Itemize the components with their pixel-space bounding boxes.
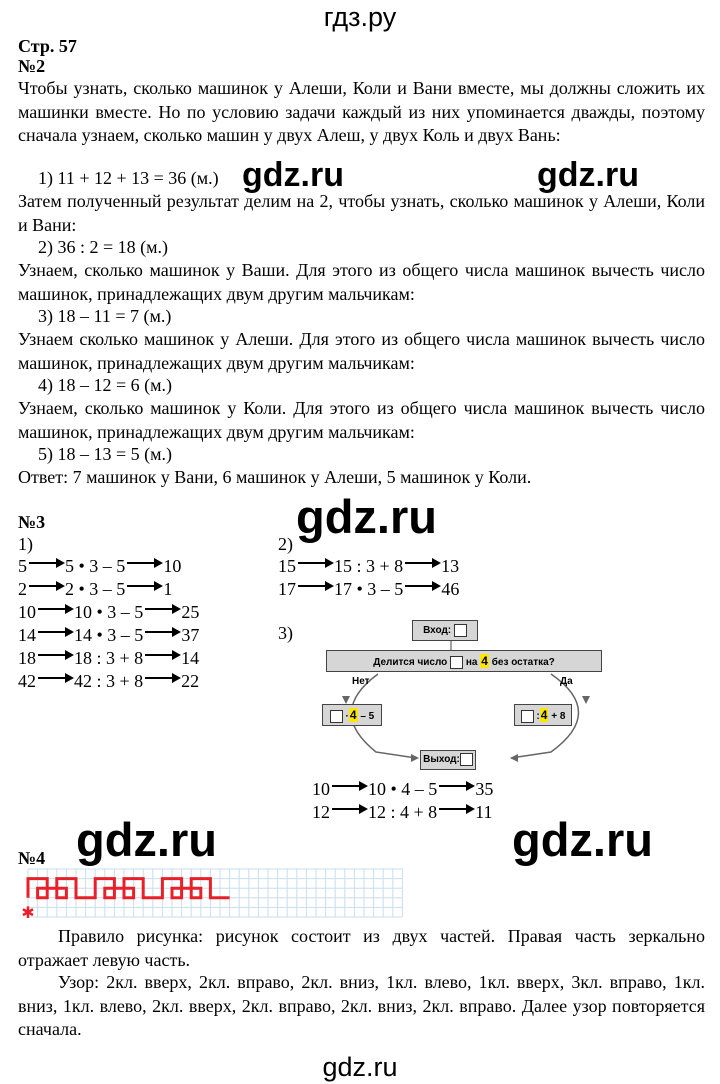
- empty-square-icon: [460, 753, 473, 766]
- arrow-icon: [145, 654, 179, 656]
- task2-step1: 1) 11 + 12 + 13 = 36 (м.): [38, 168, 219, 188]
- watermark: gdz.ru: [512, 813, 653, 866]
- chain-output: 46: [441, 579, 460, 599]
- arrow-icon: [145, 608, 179, 610]
- chain-expr: 10 • 4 – 5: [368, 779, 438, 799]
- empty-square-icon: [521, 710, 534, 723]
- arrow-icon: [127, 562, 161, 564]
- chain-output: 25: [181, 602, 200, 622]
- chain-output: 10: [163, 556, 182, 576]
- task2-answer: Ответ: 7 машинок у Вани, 6 машинок у Алеши, 5 машинок у Коли.: [18, 467, 532, 487]
- chain-row: [18, 601, 199, 624]
- chain-row: [278, 578, 459, 601]
- chain-output: 22: [181, 671, 200, 691]
- watermark: gdz.ru: [296, 490, 437, 543]
- task2-step2: 2) 36 : 2 = 18 (м.): [38, 237, 169, 257]
- diagram-input-label: Вход:: [423, 625, 452, 636]
- arrow-icon: [332, 808, 366, 810]
- task3-part1-list: [18, 555, 199, 693]
- task2-text5: Узнаем, сколько машинок у Коли. Для этого из общего числа машинок вычесть число машинок, принадлежащих двум другим мальчикам:: [18, 398, 705, 442]
- arrow-icon: [38, 654, 72, 656]
- task3-part1-label: 1): [18, 534, 33, 554]
- arrow-icon: [332, 785, 366, 787]
- task2-step3: 3) 18 – 11 = 7 (м.): [38, 306, 172, 326]
- page-title: Стр. 57: [18, 36, 77, 56]
- chain-row: [18, 578, 199, 601]
- task3-heading: №3: [18, 512, 46, 532]
- task2-text4: Узнаем сколько машинок у Алеши. Для этого из общего числа машинок вычесть число машинок, принадлежащих двум другим мальчикам:: [18, 329, 705, 373]
- grid-lines: [28, 869, 402, 917]
- chain-input: 2: [18, 579, 27, 599]
- chain-expr: 10 • 3 – 5: [74, 602, 144, 622]
- site-footer: gdz.ru: [322, 1052, 398, 1082]
- op-symbol: :: [536, 711, 540, 722]
- task3-part2-label: 2): [278, 534, 293, 554]
- task4-pattern: Узор: 2кл. вверх, 2кл. вправо, 2кл. вниз, 1кл. влево, 1кл. вверх, 3кл. вправо, 1кл. вниз, 1кл. влево, 2кл. вверх, 2кл. вправо, 2кл. вниз, 2кл. вправо. Далее узор повторяется сначала.: [18, 972, 705, 1039]
- op-symbol: – 5: [360, 711, 375, 722]
- empty-square-icon: [330, 710, 343, 723]
- diagram-right-op-box: [514, 704, 572, 726]
- chain-output: 11: [475, 802, 493, 822]
- diagram-question-box: [326, 650, 602, 672]
- op-number: 4: [540, 708, 548, 722]
- chain-row: [312, 778, 493, 801]
- chain-expr: 5 • 3 – 5: [65, 556, 126, 576]
- chain-input: 42: [18, 671, 36, 691]
- arrow-icon: [127, 585, 161, 587]
- arrow-icon: [439, 808, 473, 810]
- question-text: на: [465, 657, 478, 668]
- chain-output: 14: [181, 648, 200, 668]
- empty-square-icon: [454, 624, 467, 637]
- task3-part3-list: [312, 778, 493, 824]
- diagram-output-label: Выход:: [423, 754, 460, 765]
- arrow-icon: [298, 585, 332, 587]
- chain-row: [18, 647, 199, 670]
- diagram-output-box: [420, 750, 476, 770]
- chain-output: 1: [163, 579, 173, 599]
- chain-input: 17: [278, 579, 296, 599]
- grid-pattern: [18, 866, 408, 920]
- chain-input: 12: [312, 802, 330, 822]
- task3-part2-list: [278, 555, 459, 601]
- task4-rule: Правило рисунка: рисунок состоит из двух частей. Правая часть зеркально отражает левую часть.: [18, 926, 705, 970]
- arrow-icon: [405, 585, 439, 587]
- arrow-icon: [145, 677, 179, 679]
- arrow-icon: [439, 785, 473, 787]
- chain-expr: 2 • 3 – 5: [65, 579, 126, 599]
- arrow-icon: [29, 562, 63, 564]
- diagram-left-op-box: [322, 704, 382, 726]
- task2-text2: Затем полученный результат делим на 2, чтобы узнать, сколько машинок у Алеши, Коли и Вани:: [18, 191, 705, 235]
- arrow-icon: [38, 608, 72, 610]
- chain-output: 37: [181, 625, 200, 645]
- chain-expr: 14 • 3 – 5: [74, 625, 144, 645]
- arrow-icon: [298, 562, 332, 564]
- empty-square-icon: [450, 656, 463, 669]
- chain-input: 18: [18, 648, 36, 668]
- site-header: гдз.ру: [323, 2, 397, 32]
- chain-expr: 15 : 3 + 8: [334, 556, 404, 576]
- chain-input: 10: [312, 779, 330, 799]
- question-divisor: 4: [481, 654, 488, 668]
- chain-expr: 42 : 3 + 8: [74, 671, 144, 691]
- chain-input: 14: [18, 625, 36, 645]
- chain-output: 13: [441, 556, 460, 576]
- task2-step5: 5) 18 – 13 = 5 (м.): [38, 444, 173, 464]
- arrow-icon: [145, 631, 179, 633]
- task2-text3: Узнаем, сколько машинок у Ваши. Для этого из общего числа машинок вычесть число машинок, принадлежащих двум другим мальчикам:: [18, 260, 705, 304]
- arrow-icon: [405, 562, 439, 564]
- watermark: gdz.ru: [537, 156, 639, 194]
- arrow-icon: [29, 585, 63, 587]
- arrow-icon: [38, 677, 72, 679]
- chain-row: [18, 624, 199, 647]
- watermark: gdz.ru: [76, 813, 217, 866]
- chain-expr: 18 : 3 + 8: [74, 648, 144, 668]
- watermark: gdz.ru: [242, 156, 344, 194]
- chain-row: [18, 670, 199, 693]
- task2-heading: №2: [18, 56, 46, 76]
- chain-expr: 12 : 4 + 8: [368, 802, 438, 822]
- chain-input: 10: [18, 602, 36, 622]
- arrow-icon: [38, 631, 72, 633]
- chain-row: [312, 801, 493, 824]
- diagram-yes-label: Да: [560, 676, 573, 687]
- start-star-icon: ✱: [21, 903, 35, 920]
- diagram-no-label: Нет: [352, 676, 370, 687]
- chain-expr: 17 • 3 – 5: [334, 579, 404, 599]
- diagram-input-box: [412, 620, 478, 641]
- op-symbol: + 8: [551, 711, 566, 722]
- task2-step4: 4) 18 – 12 = 6 (м.): [38, 375, 173, 395]
- chain-input: 5: [18, 556, 27, 576]
- op-symbol: ·: [345, 711, 349, 722]
- question-text: без остатка?: [491, 657, 555, 668]
- pattern-line: [28, 879, 230, 898]
- task2-intro: Чтобы узнать, сколько машинок у Алеши, Коли и Вани вместе, мы должны сложить их машинки вместе. Но по условию задачи каждый из них упоминается дважды, поэтому сначала узнаем, сколько машин у двух Алеш, у двух Коль и двух Вань:: [18, 78, 705, 145]
- chain-input: 15: [278, 556, 296, 576]
- chain-row: [18, 555, 199, 578]
- task3-part3-label: 3): [278, 623, 293, 643]
- question-text: Делится число: [373, 657, 448, 668]
- op-number: 4: [349, 708, 357, 722]
- task4-heading: №4: [18, 848, 46, 868]
- flow-diagram: [316, 612, 616, 778]
- chain-row: [278, 555, 459, 578]
- chain-output: 35: [475, 779, 494, 799]
